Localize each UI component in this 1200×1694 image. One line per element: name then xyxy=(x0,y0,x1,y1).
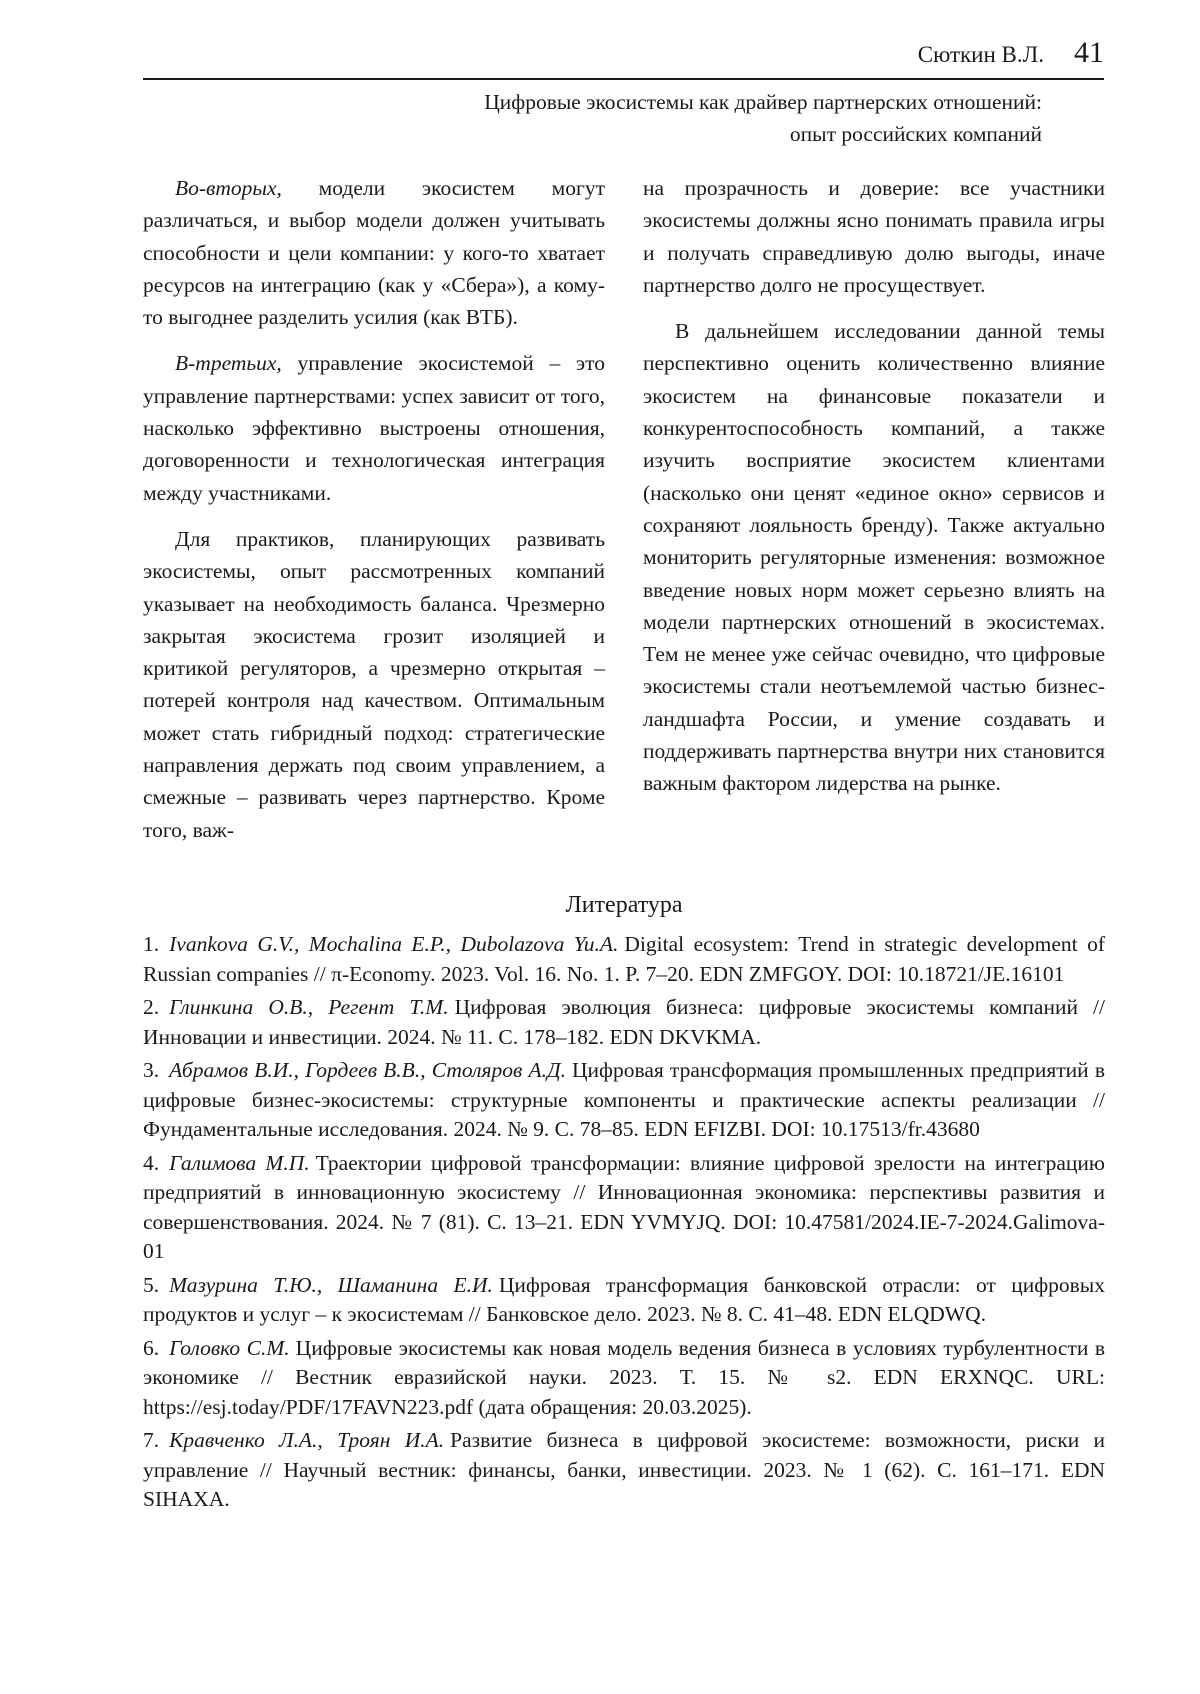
reference-text: Траектории цифровой трансформации: влияние цифровой зрелости на интеграцию предприятий в инновационную экосистему // Инновационная экономика: перспективы развития и совершенствования. 2024. № 7 (81). С. 13–21. EDN YVMYJQ. DOI: 10.47581/2024.IE-7-2024.Galimova-01 xyxy=(143,1150,1105,1263)
paragraph-text: на прозрачность и доверие: все участники экосистемы должны ясно понимать правила игры и получать справедливую долю выгоды, иначе партнерство долго не просуществует. xyxy=(643,176,1105,297)
reference-item: 6. Головко С.М. Цифровые экосистемы как новая модель ведения бизнеса в условиях турбулентности в экономике // Вестник евразийской науки. 2023. Т. 15. № s2. EDN ERXNQC. URL: https://esj.today/PDF/17FAVN223.pdf (дата обращения: 20.03.2025). xyxy=(143,1335,1105,1419)
article-title-line-1: Цифровые экосистемы как драйвер партнерских отношений: xyxy=(484,90,1042,114)
reference-authors: Мазурина Т.Ю., Шаманина Е.И. xyxy=(169,1272,493,1297)
page-number: 41 xyxy=(1074,36,1104,69)
right-column xyxy=(643,172,1105,846)
paragraph-text: В дальнейшем исследовании данной темы перспективно оценить количественно влияние экосистем на финансовые показатели и конкурентоспособность компаний, а также изучить восприятие экосистем клиентами (насколько они ценят «единое окно» сервисов и сохраняют лояльность бренду). Также актуально мониторить регуляторные изменения: возможное введение новых норм может серьезно влиять на модели партнерских отношений в экосистемах. Тем не менее уже сейчас очевидно, что цифровые экосистемы стали неотъемлемой частью бизнес-ландшафта России, и умение создавать и поддерживать партнерства внутри них становится важным фактором лидерства на рынке. xyxy=(643,319,1105,796)
header-author: Сюткин В.Л. xyxy=(917,42,1044,67)
reference-authors: Ivankova G.V., Mochalina E.P., Dubolazova Yu.A. xyxy=(169,932,619,956)
reference-item: 7. Кравченко Л.А., Троян И.А. Развитие бизнеса в цифровой экосистеме: возможности, риски и управление // Научный вестник: финансы, банки, инвестиции. 2023. № 1 (62). С. 161–171. EDN SIHAXA. xyxy=(143,1428,1105,1511)
paragraph-text: управление экосистемой – это управление партнерствами: успех зависит от того, насколько эффективно выстроены отношения, договоренности и технологическая интеграция между участниками. xyxy=(143,351,606,505)
paragraph xyxy=(643,315,1105,799)
reference-item: 4. Галимова М.П. Траектории цифровой трансформации: влияние цифровой зрелости на интеграцию предприятий в инновационную экосистему // Инновационная экономика: перспективы развития и совершенствования. 2024. № 7 (81). С. 13–21. EDN YVMYJQ. DOI: 10.47581/2024.IE-7-2024.Galimova-01 xyxy=(143,1150,1105,1263)
references-heading: Литература xyxy=(565,892,683,918)
running-article-title xyxy=(342,86,1042,150)
reference-text: Цифровая трансформация банковской отрасли: от цифровых продуктов и услуг – к экосистемам // Банковское дело. 2023. № 8. С. 41–48. EDN ELQDWQ. xyxy=(143,1272,1105,1326)
paragraph xyxy=(143,172,605,333)
references-list xyxy=(143,930,1105,1519)
reference-text: Цифровая трансформация промышленных предприятий в цифровые бизнес-экосистемы: структурные компоненты и практические аспекты реализации // Фундаментальные исследования. 2024. № 9. С. 78–85. EDN EFIZBI. DOI: 10.17513/fr.43680 xyxy=(143,1058,1105,1141)
paragraph-text: модели экосистем могут различаться, и выбор модели должен учитывать способности и цели компании: у кого-то хватает ресурсов на интеграцию (как у «Сбера»), а кому-то выгоднее разделить усилия (как ВТБ). xyxy=(143,176,605,330)
paragraph-text: Для практиков, планирующих развивать экосистемы, опыт рассмотренных компаний указывает на необходимость баланса. Чрезмерно закрытая экосистема грозит изоляцией и критикой регуляторов, а чрезмерно открытая – потерей контроля над качеством. Оптимальным может стать гибридный подход: стратегические направления держать под своим управлением, а смежные – развивать через партнерство. Кроме того, важ- xyxy=(143,526,605,842)
paragraph xyxy=(143,523,605,846)
paragraph-lead: В-третьих, xyxy=(175,351,282,376)
paragraph-lead: Во-вторых, xyxy=(175,176,282,200)
paragraph xyxy=(643,172,1105,301)
reference-text: Развитие бизнеса в цифровой экосистеме: возможности, риски и управление // Научный вестник: финансы, банки, инвестиции. 2023. № 1 (62). С. 161–171. EDN SIHAXA. xyxy=(143,1428,1105,1511)
reference-text: Цифровые экосистемы как новая модель ведения бизнеса в условиях турбулентности в экономике // Вестник евразийской науки. 2023. Т. 15. № s2. EDN ERXNQC. URL: https://esj.today/PDF/17FAVN223.pdf (дата обращения: 20.03.2025). xyxy=(143,1335,1105,1419)
reference-authors: Галимова М.П. xyxy=(169,1150,310,1175)
reference-item: 5. Мазурина Т.Ю., Шаманина Е.И. Цифровая трансформация банковской отрасли: от цифровых продуктов и услуг – к экосистемам // Банковское дело. 2023. № 8. С. 41–48. EDN ELQDWQ. xyxy=(143,1272,1105,1326)
reference-authors: Глинкина О.В., Регент Т.М. xyxy=(169,995,449,1019)
left-column xyxy=(143,172,605,846)
reference-authors: Кравченко Л.А., Троян И.А. xyxy=(169,1428,445,1452)
reference-authors: Абрамов В.И., Гордеев В.В., Столяров А.Д. xyxy=(169,1058,567,1082)
reference-authors: Головко С.М. xyxy=(169,1335,290,1360)
reference-item: 1. Ivankova G.V., Mochalina E.P., Dubolazova Yu.A. Digital ecosystem: Trend in strategic development of Russian companies // π-Economy. 2023. Vol. 16. No. 1. P. 7–20. EDN ZMFGOY. DOI: 10.18721/JE.16101 xyxy=(143,932,1105,986)
reference-text: Цифровая эволюция бизнеса: цифровые экосистемы компаний // Инновации и инвестиции. 2024. № 11. С. 178–182. EDN DKVKMA. xyxy=(143,995,1106,1049)
reference-text: Digital ecosystem: Trend in strategic development of Russian companies // π-Economy. 2023. Vol. 16. No. 1. P. 7–20. EDN ZMFGOY. DOI: 10.18721/JE.16101 xyxy=(143,932,1105,986)
body-columns xyxy=(143,172,1105,846)
article-title-line-2: опыт российских компаний xyxy=(789,122,1042,146)
reference-item: 2. Глинкина О.В., Регент Т.М. Цифровая эволюция бизнеса: цифровые экосистемы компаний // Инновации и инвестиции. 2024. № 11. С. 178–182. EDN DKVKMA. xyxy=(143,995,1106,1049)
paragraph xyxy=(143,347,605,508)
running-header xyxy=(143,24,1104,80)
reference-item: 3. Абрамов В.И., Гордеев В.В., Столяров А.Д. Цифровая трансформация промышленных предприятий в цифровые бизнес-экосистемы: структурные компоненты и практические аспекты реализации // Фундаментальные исследования. 2024. № 9. С. 78–85. EDN EFIZBI. DOI: 10.17513/fr.43680 xyxy=(143,1058,1105,1141)
